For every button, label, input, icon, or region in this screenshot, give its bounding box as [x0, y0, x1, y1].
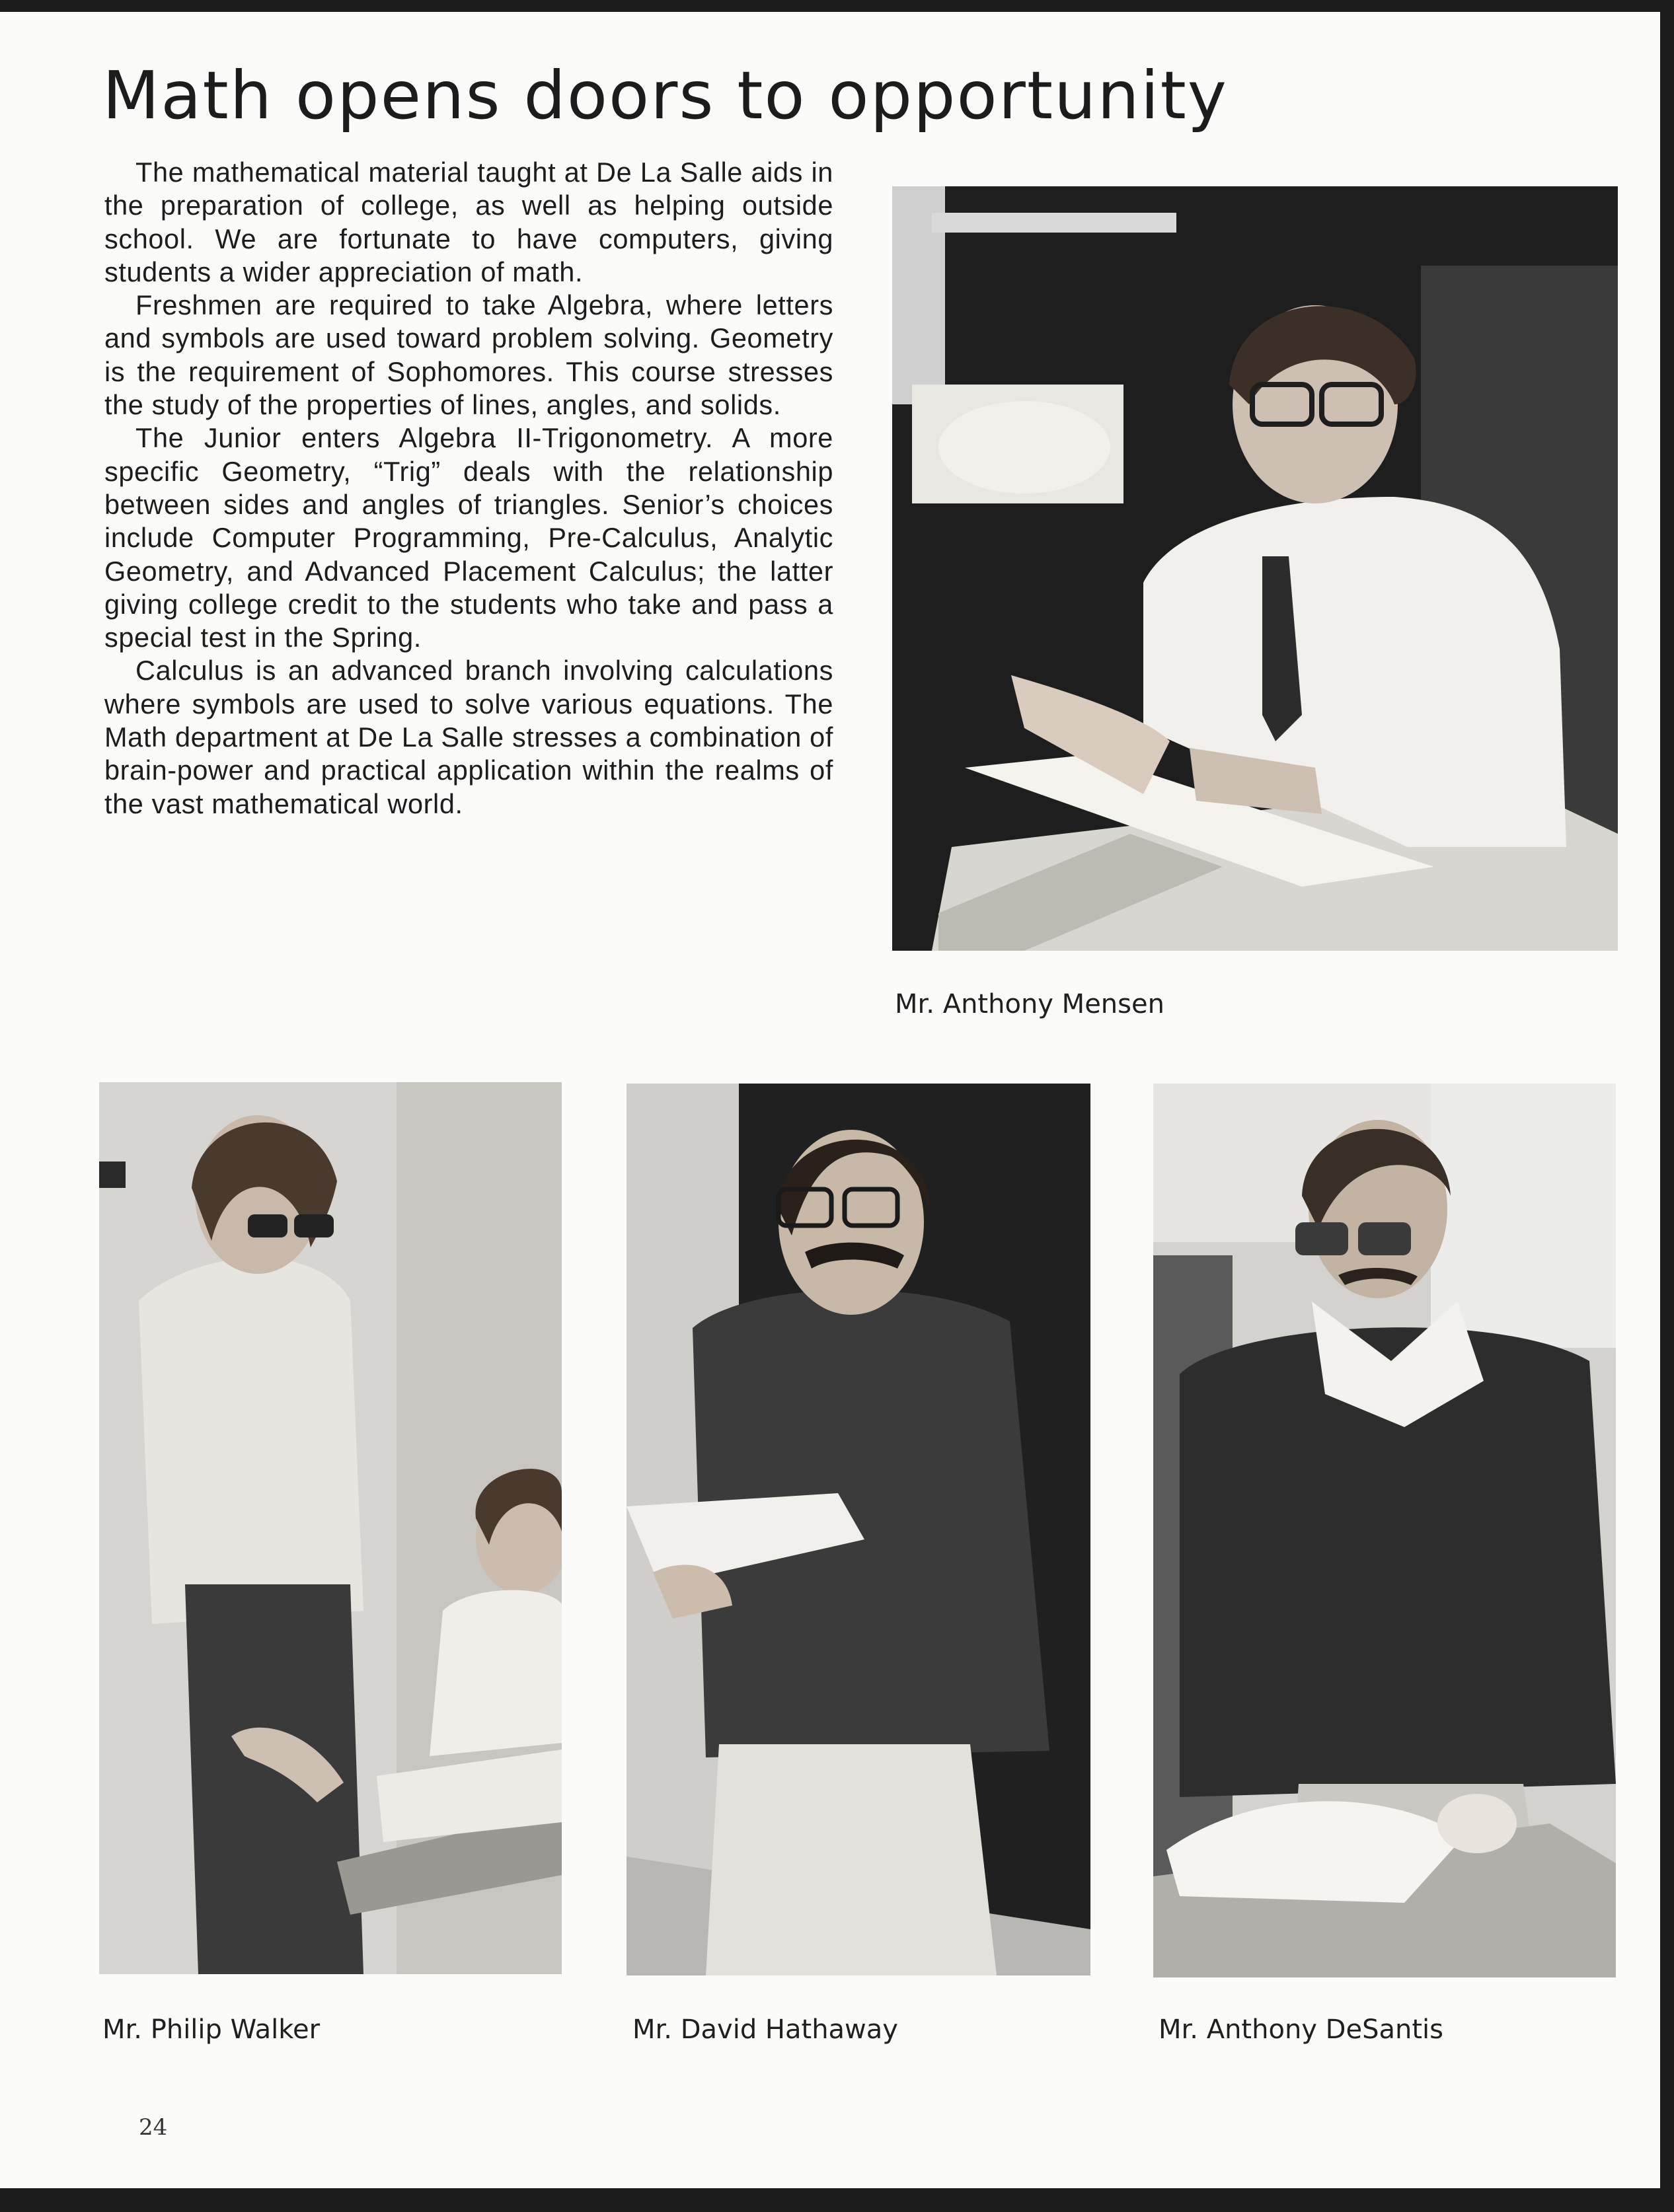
article-paragraph-4: Calculus is an advanced branch involving calculations where symbols are used to solve various equations. The Math department at De La Salle stresses a combination of brain-power and practical application within the realms of the vast mathematical world.	[104, 655, 833, 819]
caption-anthony-desantis: Mr. Anthony DeSantis	[1159, 2014, 1443, 2045]
scan-border-bottom	[0, 2188, 1674, 2212]
article-body	[104, 156, 833, 821]
photo-philip-walker	[99, 1082, 562, 1974]
page-number: 24	[139, 2114, 168, 2141]
article-paragraph-2: Freshmen are required to take Algebra, where letters and symbols are used toward problem solving. Geometry is the requirement of Sophomores. This course stresses the study of the properties of lines, angles, and solids.	[104, 289, 833, 421]
photo-anthony-desantis	[1153, 1084, 1616, 1977]
scan-border-right	[1660, 0, 1674, 2212]
caption-david-hathaway: Mr. David Hathaway	[632, 2014, 898, 2045]
photo-anthony-mensen	[892, 186, 1618, 951]
article-paragraph-3: The Junior enters Algebra II-Trigonometry. A more specific Geometry, “Trig” deals with the relationship between sides and angles of triangles. Senior’s choices include Computer Programming, Pre-Calculus, Analytic Geometry, and Advanced Placement Calculus; the latter giving college credit to the students who take and pass a special test in the Spring.	[104, 422, 833, 653]
caption-anthony-mensen: Mr. Anthony Mensen	[895, 989, 1164, 1019]
page-headline: Math opens doors to opportunity	[102, 57, 1228, 134]
scan-border-top	[0, 0, 1674, 12]
article-paragraph-1: The mathematical material taught at De La Salle aids in the preparation of college, as well as helping outside school. We are fortunate to have computers, giving students a wider appreciation of math.	[104, 157, 833, 287]
caption-philip-walker: Mr. Philip Walker	[102, 2014, 321, 2045]
photo-david-hathaway	[627, 1084, 1090, 1975]
